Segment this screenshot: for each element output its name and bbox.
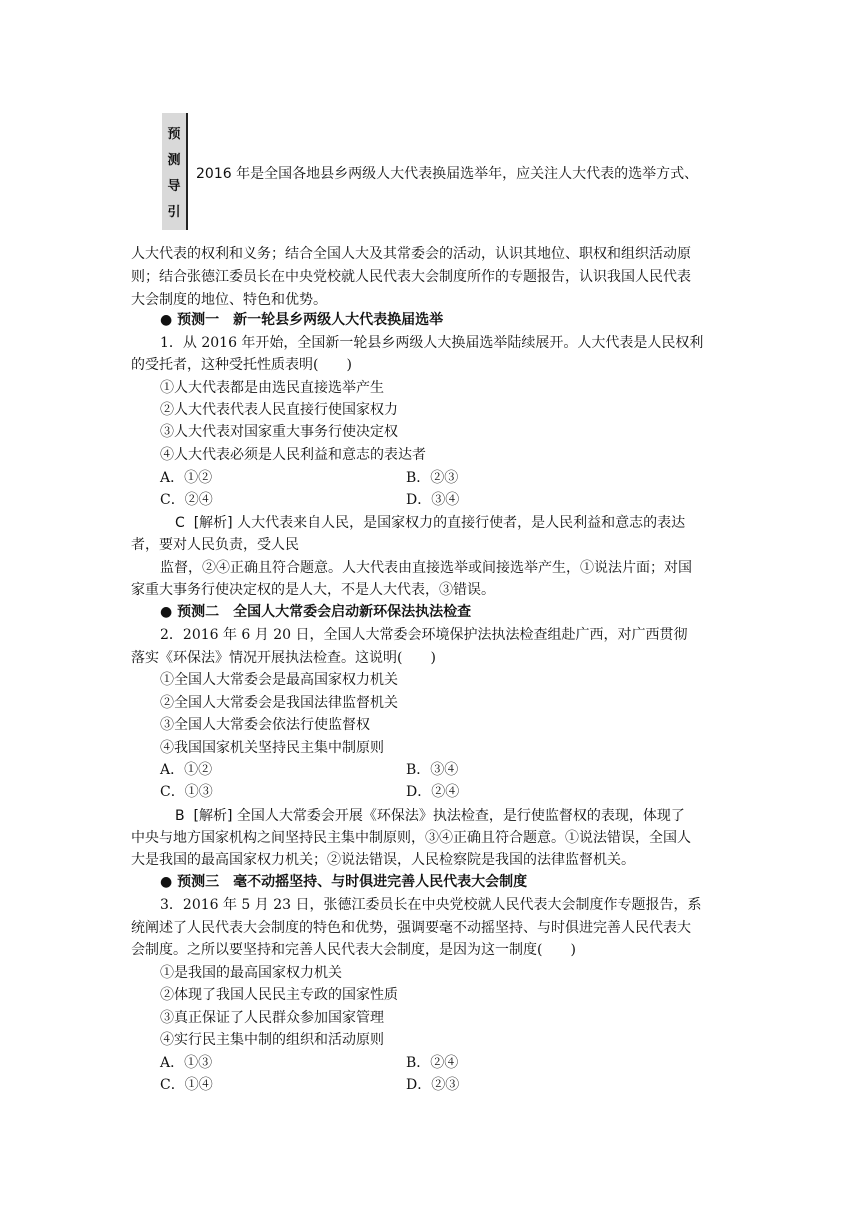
question-stem: 的受托者，这种受托性质表明( ) (131, 357, 352, 373)
option-d: D．③④ (406, 492, 460, 508)
statement-item: ④我国国家机关坚持民主集中制原则 (160, 740, 384, 756)
answer-letter: C (175, 515, 185, 531)
analysis-line: 中央与地方国家机构之间坚持民主集中制原则，③④正确且符合题意。①说法错误，全国人 (131, 830, 691, 846)
intro-line: 人大代表的权利和义务；结合全国人大及其常委会的活动，认识其地位、职权和组织活动原 (131, 246, 691, 262)
option-c: C．①④ (160, 1077, 213, 1093)
statement-item: ③真正保证了人民群众参加国家管理 (160, 1010, 384, 1026)
analysis-line: 者，要对人民负责，受人民 (131, 537, 299, 553)
question-stem: 2．2016 年 6 月 20 日，全国人大常委会环境保护法执法检查组赴广西，对广西贯彻 (160, 627, 688, 643)
statement-item: ①全国人大常委会是最高国家权力机关 (160, 672, 398, 688)
statement-item: ④实行民主集中制的组织和活动原则 (160, 1032, 384, 1048)
guide-char: 预 (167, 127, 181, 142)
analysis-line: 家重大事务行使决定权的是人大，不是人大代表，③错误。 (131, 582, 495, 598)
statement-item: ②全国人大常委会是我国法律监督机关 (160, 695, 398, 711)
guide-char: 导 (167, 179, 181, 194)
analysis-text: 人大代表来自人民，是国家权力的直接行使者，是人民利益和意志的表达 (237, 515, 686, 531)
intro-line: 大会制度的地位、特色和优势。 (131, 292, 327, 308)
option-d: D．②④ (406, 784, 460, 800)
analysis-line (175, 806, 685, 826)
question-stem: 统阐述了人民代表大会制度的特色和优势，强调要毫不动摇坚持、与时俱进完善人民代表大 (131, 920, 691, 936)
option-c: C．①③ (160, 784, 213, 800)
option-d: D．②③ (406, 1077, 460, 1093)
guide-label-box (162, 113, 188, 230)
option-a: A．①③ (160, 1055, 213, 1071)
option-c: C．②④ (160, 492, 213, 508)
question-stem: 1．从 2016 年开始，全国新一轮县乡两级人大换届选举陆续展开。人大代表是人民权利 (160, 335, 704, 351)
question-stem: 会制度。之所以要坚持和完善人民代表大会制度，是因为这一制度( ) (131, 942, 576, 958)
guide-char: 测 (167, 153, 181, 168)
statement-item: ①是我国的最高国家权力机关 (160, 965, 342, 981)
section-heading: ● 预测二 全国人大常委会启动新环保法执法检查 (160, 604, 472, 620)
statement-item: ③人大代表对国家重大事务行使决定权 (160, 424, 398, 440)
option-a: A．①② (160, 470, 213, 486)
answer-letter: B (175, 808, 185, 824)
statement-item: ②体现了我国人民民主专政的国家性质 (160, 987, 398, 1003)
option-b: B．②③ (406, 470, 459, 486)
statement-item: ④人大代表必须是人民利益和意志的表达者 (160, 447, 426, 463)
section-heading: ● 预测三 毫不动摇坚持、与时俱进完善人民代表大会制度 (160, 874, 528, 890)
option-b: B．③④ (406, 762, 459, 778)
analysis-line (175, 513, 685, 533)
statement-item: ②人大代表代表人民直接行使国家权力 (160, 402, 398, 418)
option-b: B．②④ (406, 1055, 459, 1071)
option-a: A．①② (160, 762, 213, 778)
section-heading: ● 预测一 新一轮县乡两级人大代表换届选举 (160, 312, 444, 328)
statement-item: ③全国人大常委会依法行使监督权 (160, 717, 370, 733)
question-stem: 落实《环保法》情况开展执法检查。这说明( ) (131, 650, 436, 666)
analysis-line: 大是我国的最高国家权力机关；②说法错误，人民检察院是我国的法律监督机关。 (131, 852, 635, 868)
statement-item: ①人大代表都是由选民直接选举产生 (160, 380, 384, 396)
guide-char: 引 (167, 205, 181, 220)
analysis-text: 全国人大常委会开展《环保法》执法检查，是行使监督权的表现，体现了 (236, 808, 685, 824)
analysis-line: 监督，②④正确且符合题意。人大代表由直接选举或间接选举产生，①说法片面；对国 (160, 560, 692, 576)
analysis-tag: [解析] (193, 515, 233, 531)
analysis-tag: [解析] (193, 808, 233, 824)
intro-line: 2016 年是全国各地县乡两级人大代表换届选举年，应关注人大代表的选举方式、 (196, 166, 699, 182)
intro-line: 则；结合张德江委员长在中央党校就人民代表大会制度所作的专题报告，认识我国人民代表 (131, 269, 691, 285)
question-stem: 3．2016 年 5 月 23 日，张德江委员长在中央党校就人民代表大会制度作专题报告，系 (160, 897, 702, 913)
